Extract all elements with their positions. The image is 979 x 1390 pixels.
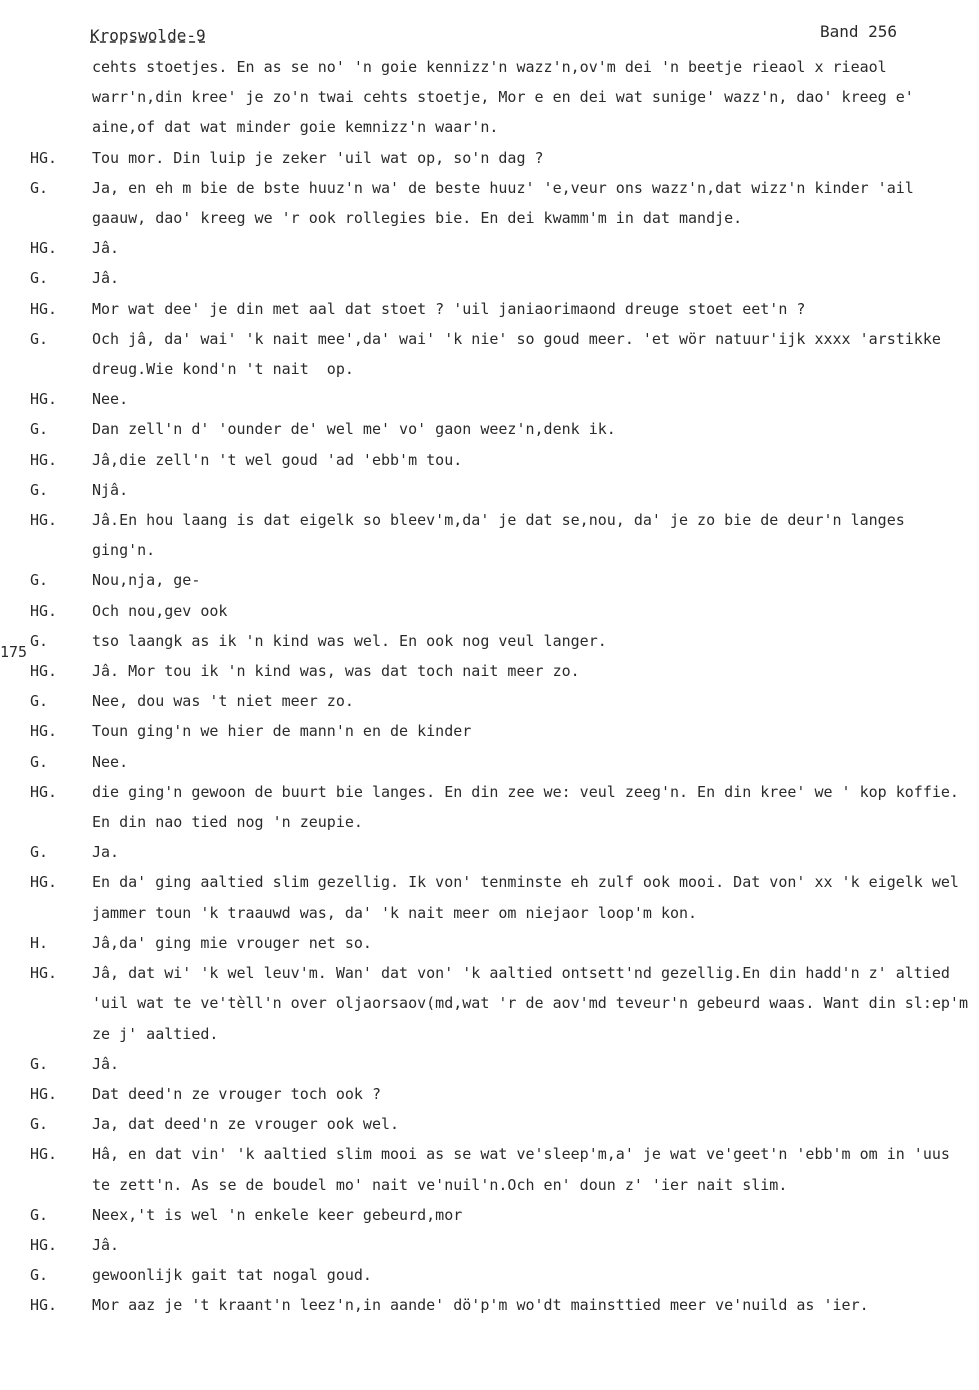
speaker-label: HG. xyxy=(30,299,58,318)
speaker-label: G. xyxy=(30,1054,49,1073)
transcript-turn xyxy=(0,777,979,837)
speaker-label: G. xyxy=(30,692,49,711)
speaker-label: HG. xyxy=(30,1235,58,1254)
transcript-turn xyxy=(0,445,979,475)
transcript-turn xyxy=(0,565,979,595)
transcript-turn xyxy=(0,324,979,384)
utterance-text: Jâ. xyxy=(92,1235,120,1254)
utterance-text: Jâ,da' ging mie vrouger net so. xyxy=(92,933,372,952)
speaker-label: HG. xyxy=(30,148,58,167)
utterance-text: Jâ,die zell'n 't wel goud 'ad 'ebb'm tou. xyxy=(92,450,463,469)
utterance-text: Ja. xyxy=(92,843,120,862)
speaker-label: G. xyxy=(30,420,49,439)
transcript-turn xyxy=(0,1230,979,1260)
speaker-label: HG. xyxy=(30,239,58,258)
transcript-turn xyxy=(0,596,979,626)
transcript-turn xyxy=(0,173,979,233)
speaker-label: G. xyxy=(30,1205,49,1224)
speaker-label: HG. xyxy=(30,601,58,620)
transcript-turn xyxy=(0,263,979,293)
utterance-text: Nee. xyxy=(92,752,129,771)
transcript-turn xyxy=(0,52,979,143)
utterance-text: Tou mor. Din luip je zeker 'uil wat op, so'n dag ? xyxy=(92,148,544,167)
transcript-turn xyxy=(0,475,979,505)
speaker-label: HG. xyxy=(30,782,58,801)
transcript-turn xyxy=(0,958,979,1049)
utterance-text: Neex,'t is wel 'n enkele keer gebeurd,mor xyxy=(92,1205,463,1224)
utterance-text: Mor aaz je 't kraant'n leez'n,in aande' dö'p'm wo'dt mainsttied meer ve'nuild as 'ier. xyxy=(92,1296,869,1315)
speaker-label: G. xyxy=(30,631,49,650)
transcript-turn xyxy=(0,656,979,686)
utterance-text: Mor wat dee' je din met aal dat stoet ? 'uil janiaorimaond dreuge stoet eet'n ? xyxy=(92,299,806,318)
utterance-text: Hâ, en dat vin' 'k aaltied slim mooi as se wat ve'sleep'm,a' je wat ve'geet'n 'ebb'm om in 'uus te zett'n. As se de boudel mo' nait ve'nuil'n.Och en' doun z' 'ier nait slim. xyxy=(92,1145,959,1194)
utterance-text: Toun ging'n we hier de mann'n en de kinder xyxy=(92,722,472,741)
band-number: Band 256 xyxy=(820,22,898,41)
speaker-label: G. xyxy=(30,571,49,590)
transcript-turn xyxy=(0,928,979,958)
speaker-label: G. xyxy=(30,752,49,771)
speaker-label: HG. xyxy=(30,1296,58,1315)
speaker-label: G. xyxy=(30,1266,49,1285)
speaker-label: G. xyxy=(30,269,49,288)
speaker-label: HG. xyxy=(30,873,58,892)
transcript-turn xyxy=(0,1260,979,1290)
utterance-text: tso laangk as ik 'n kind was wel. En ook nog veul langer. xyxy=(92,631,607,650)
transcript-turn xyxy=(0,837,979,867)
utterance-text: Nee. xyxy=(92,390,129,409)
utterance-text: die ging'n gewoon de buurt bie langes. En din zee we: veul zeeg'n. En din kree' we ' kop koffie. En din nao tied nog 'n zeupie. xyxy=(92,782,968,832)
speaker-label: HG. xyxy=(30,964,58,983)
utterance-text: Nou,nja, ge- xyxy=(92,571,201,590)
utterance-text: Jâ.En hou laang is dat eigelk so bleev'm,da' je dat se,nou, da' je zo bie de deur'n langes ging'n. xyxy=(92,511,914,560)
utterance-text: Jâ, dat wi' 'k wel leuv'm. Wan' dat von' 'k aaltied ontsett'nd gezellig.En din hadd'n z' altied 'uil wat te ve'tèll'n over oljaorsaov(md,wat 'r de aov'md teveur'n gebeurd waas. Want din sl:ep'm ze j' aaltied. xyxy=(92,964,978,1043)
document-title: Kropswolde-9 xyxy=(90,26,206,45)
speaker-label: HG. xyxy=(30,1145,58,1164)
utterance-text: Dat deed'n ze vrouger toch ook ? xyxy=(92,1084,381,1103)
transcript-turn xyxy=(0,716,979,746)
transcript-turn xyxy=(0,747,979,777)
speaker-label: G. xyxy=(30,329,49,348)
utterance-text: Njâ. xyxy=(92,480,129,499)
utterance-text: Jâ. xyxy=(92,269,120,288)
transcript-turn xyxy=(0,867,979,927)
transcript-turn xyxy=(0,1079,979,1109)
transcript-turn xyxy=(0,143,979,173)
transcript xyxy=(0,52,979,1321)
utterance-text: Jâ. Mor tou ik 'n kind was, was dat toch nait meer zo. xyxy=(92,662,580,681)
utterance-text: Nee, dou was 't niet meer zo. xyxy=(92,692,354,711)
speaker-label: HG. xyxy=(30,662,58,681)
speaker-label: G. xyxy=(30,178,49,197)
margin-annotation: 175 xyxy=(0,643,28,661)
speaker-label: HG. xyxy=(30,1084,58,1103)
utterance-text: En da' ging aaltied slim gezellig. Ik von' tenminste eh zulf ook mooi. Dat von' xx 'k eigelk wel jammer toun 'k traauwd was, da' 'k nait meer om niejaor loop'm kon. xyxy=(92,873,968,922)
speaker-label: G. xyxy=(30,480,49,499)
transcript-turn xyxy=(0,294,979,324)
utterance-text: Ja, en eh m bie de bste huuz'n wa' de beste huuz' 'e,veur ons wazz'n,dat wizz'n kinder 'ail gaauw, dao' kreeg we 'r ook rollegies bie. En dei kwamm'm in dat mandje. xyxy=(92,178,923,228)
utterance-text: gewoonlijk gait tat nogal goud. xyxy=(92,1266,372,1285)
utterance-text: Jâ. xyxy=(92,1054,120,1073)
utterance-text: Och jâ, da' wai' 'k nait mee',da' wai' 'k nie' so goud meer. 'et wör natuur'ijk xxxx 'arstikke dreug.Wie kond'n 't nait op. xyxy=(92,329,950,379)
transcript-turn xyxy=(0,505,979,565)
transcript-turn xyxy=(0,233,979,263)
transcript-turn xyxy=(0,1200,979,1230)
speaker-label: HG. xyxy=(30,722,58,741)
utterance-text: Dan zell'n d' 'ounder de' wel me' vo' gaon weez'n,denk ik. xyxy=(92,420,616,439)
transcript-turn xyxy=(0,384,979,414)
utterance-text: cehts stoetjes. En as se no' 'n goie kennizz'n wazz'n,ov'm dei 'n beetje rieaol x rieaol warr'n,din kree' je zo'n twai cehts stoetje, Mor e en dei wat sunige' wazz'n, dao' kreeg e' aine,of dat wat minder goie kemnizz'n waar'n. xyxy=(92,58,923,137)
transcript-turn xyxy=(0,1290,979,1320)
transcript-turn xyxy=(0,414,979,444)
transcript-turn xyxy=(0,686,979,716)
transcript-turn xyxy=(0,626,979,656)
transcript-turn xyxy=(0,1139,979,1199)
speaker-label: HG. xyxy=(30,390,58,409)
speaker-label: G. xyxy=(30,843,49,862)
utterance-text: Och nou,gev ook xyxy=(92,601,228,620)
transcript-turn xyxy=(0,1109,979,1139)
utterance-text: Ja, dat deed'n ze vrouger ook wel. xyxy=(92,1115,400,1134)
speaker-label: G. xyxy=(30,1115,49,1134)
speaker-label: HG. xyxy=(30,511,58,530)
speaker-label: H. xyxy=(30,933,49,952)
speaker-label: HG. xyxy=(30,450,58,469)
transcript-turn xyxy=(0,1049,979,1079)
utterance-text: Jâ. xyxy=(92,239,120,258)
